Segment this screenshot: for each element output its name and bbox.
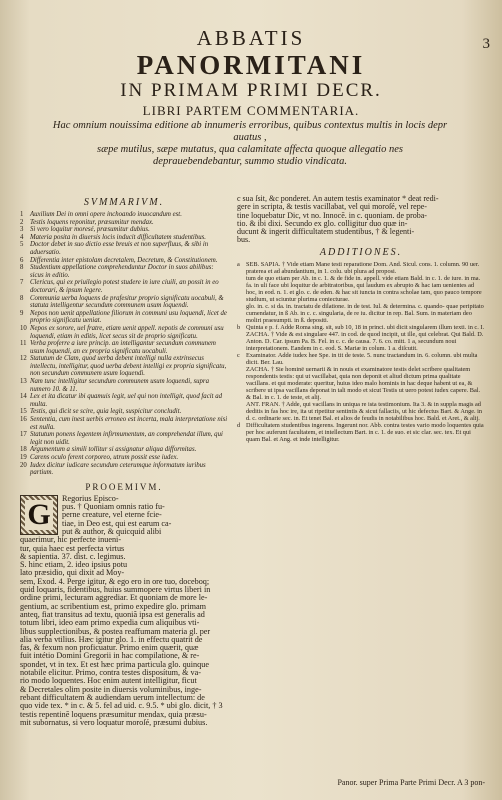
- additio-key: a: [237, 260, 240, 268]
- summarium-item: [20, 408, 228, 416]
- summarium-item: [20, 310, 228, 325]
- additio-text: tum de quo etiam per Ab. in c. 1. & de fide in. appell. vide etiam Bald. in c. 1. de iure. in ma. fa. in uli face ubi loquitur de arbitratoribus, qui laudum ex abrupto & hac iam uenientes ad hoc, in eod. n. 1. et glo. c. de eden. & hac sit iuncta in contra scholae tam, quo pauco tempore studium, ut sciuntur plurima coniecturae.: [246, 274, 482, 303]
- summarium-number: 20: [20, 461, 27, 469]
- summarium-text: Sententia, cum inest uerbis erroneo est incerta, mala interpretatione nisi est nulla.: [30, 416, 228, 431]
- additio-key: [237, 366, 246, 401]
- proemium-line: pus. † Quoniam omnis ratio fu-: [62, 502, 165, 512]
- summarium-item: [20, 234, 228, 242]
- summarium-item: [20, 355, 228, 378]
- proemium-line: gentium, ac scribentium est, primo expedire glo. primam: [20, 601, 206, 611]
- additio-item: [237, 401, 485, 422]
- summarium-text: Testis, qui dicit se scire, quia legit, suspicitur concludit.: [30, 408, 182, 416]
- title-line-4: LIBRI PARTEM COMMENTARIA.: [142, 103, 360, 118]
- summarium-text: Verba proferre a iure princip. an intelligantur secundum communem usum loquendi, an ex propria significatu uocabuli.: [30, 340, 216, 355]
- summarium-number: 6: [20, 256, 24, 264]
- drop-cap-letter: G: [27, 497, 51, 531]
- commentary-line: bus.: [237, 235, 251, 245]
- summarium-item: [20, 378, 228, 393]
- summarium-number: 18: [20, 446, 27, 454]
- summarium-item: [20, 241, 228, 256]
- additio-text: Quinta e p. f. Adde Roma sing. sit, sub 10, 18 in princi. ubi dicit singularem illum texti. in c. I.: [246, 323, 485, 331]
- summarium-item: [20, 446, 228, 454]
- summarium-text: Auxilium Dei in omni opere inchoando inuocandum est.: [30, 211, 182, 218]
- summarium-number: 7: [20, 279, 24, 287]
- additio-item: [237, 422, 485, 443]
- summarium-item: [20, 295, 228, 310]
- proemium-line: quaerimur, hic perfecte inueni-: [20, 535, 122, 545]
- additio-text: Difficultatem studentibus ingerens. Ingerunt nor. Abb. contra testes vario modo loquentes quia per hoc auferunt facultatem, et intellectum Bart. in c. 1. de suo. et sic clar. sec. tex. Et qui quam Bal. et Ang. et inde intelligitur.: [246, 421, 484, 443]
- summarium-item: [20, 226, 228, 234]
- edition-note-line: Hac omnium nouissima editione ab innumeris erroribus, quibus contextus multis in locis depr auatus ,: [52, 120, 448, 143]
- additio-text: ANT. FRAN. † Adde, qui vacillans in uniqua re ista testimonium. Ita 3. & in suppla magis ad deditis in fas hoc ire, ita ut ripetitur sentintis & sicut fallaciis, ut hic defectus Bart. & Ange. in d. c. ordinarie sec. in. Et tenet Bal. et alios de feudis in notabilibus hoc. Bald. et Aret., & alij.: [246, 400, 483, 422]
- additio-text: ZACHA. † Sie hominē uernarii & in nouis et examinatore testis delet scribere qualitatem respondentis testis: qui ut vacillabat, quia non deponit et aliud dictum prima qualitate vacillans. et qui moderate: queritur, huius ideo malo hominis in hac deque habent ut ea, & scribere ut ipsa vacillans deponat in tali modo et sicut Testis ut uero potest iudex capere. Bal. & Bal. in c. 1. de teste, et alij.: [246, 365, 481, 401]
- proemium-line: fas, & fexum non proficuatur. Primo enim quærit, quæ: [20, 643, 199, 653]
- summarium-text: Iudex dicitur iudicare secundum ceterumque informatum iuribus partium.: [30, 461, 206, 477]
- summarium-number: 19: [20, 454, 27, 461]
- additio-text: ZACHA. † Vide & est singulare 447. in cod. de quod incipit, ut ille, qui celebrat. Qui Bald. D. Anton. D. Car. ipsum Pa. B. Fel. in c. c. de causa. 7. 6. co. mitt. 1 a, secundum noui interpretationem. Eandem in c. eod. S. Mariæ in colum. 1 a. diſcutit.: [246, 330, 484, 352]
- additio-key: [237, 303, 246, 324]
- summarium-text: Studentium appellatione comprehenduntur Doctor in suos abilibus: sicus in editio.: [30, 264, 214, 279]
- summarium-text: Nepos ex sorore, uel fratre, etiam uenit appell. nepotis de communi usu loquendi, etiam in editis, licet secus sit de proprio significatu.: [30, 324, 224, 340]
- summarium-item: [20, 393, 228, 408]
- commentary-line: tine loquebatur Dic, vt no. Innocē. in c. quoniam. de proba-: [237, 210, 427, 220]
- summarium-number: 13: [20, 378, 27, 386]
- additio-text: SEB. SAPIA. † Vide etiam Mane testi reparatione Dom. And. Sicul. cons. 1. column. 90 uer. praterea et ad abundantium, in 1. colu. ubi plura ad proposi.: [246, 260, 480, 275]
- title-line-3: IN PRIMAM PRIMI DECR.: [120, 80, 382, 101]
- proemium-line: testis repentinē loquens præsumitur mendax, quia præsu-: [20, 709, 207, 719]
- proemium-line: notabile elicitur. Primo, contra testes disposítum, & va-: [20, 668, 202, 678]
- summarium-number: 11: [20, 340, 27, 348]
- proemium-line: quo vide tex. * in c. & 5. fel ad uid. c. 9.5. * ubi glo. dicit, † 3: [20, 701, 223, 711]
- summarium-number: 10: [20, 324, 27, 332]
- proemium-line: Regorius Episco-: [62, 493, 119, 503]
- proemium-title: PROOEMIVM.: [85, 481, 163, 492]
- edition-note: [50, 120, 450, 168]
- summarium-text: Clericus, qui ex priuilegio potest studere in iure ciuili, an possit in eo doctorari, & ipsum legere.: [30, 279, 219, 294]
- summarium-text: Nepos non uenit appellatione filiorum in communi usu loquendi, licet de proprio significatu ueniat.: [30, 309, 227, 325]
- additio-item: [237, 275, 485, 303]
- proemium-line: tiae, in Deo est, qui est earum ca-: [62, 518, 172, 528]
- summarium-item: [20, 431, 228, 446]
- drop-cap: [20, 495, 58, 535]
- summarium-text: Communia uerba loquens de prafesitur proprio significatu uocabuli, & statuta intelligentur secundum communem usum loquendi.: [30, 294, 224, 310]
- proemium-line: rebant difficultatem & audiendam uerum intellectum: de: [20, 692, 205, 702]
- summarium-number: 5: [20, 241, 24, 249]
- summarium-number: 2: [20, 218, 24, 226]
- proemium-line: put & author, & quicquid alibi: [62, 526, 162, 536]
- summarium-item: [20, 454, 228, 462]
- additio-item: [237, 261, 485, 275]
- catchword-line: Panor. super Prima Parte Primi Decr. A 3 pon-: [337, 778, 485, 787]
- summarium-item: [20, 264, 228, 279]
- summarium-item: [20, 340, 228, 355]
- proemium-line: rio modo loquentes. Hoc enim autent intelligitur, ficut: [20, 676, 197, 686]
- summarium-number: 17: [20, 431, 27, 439]
- proemium-line: totum libri, ideo eam primo expedia cum aliquibus vti-: [20, 618, 200, 628]
- additio-item: [237, 331, 485, 352]
- title-line-2: PANORMITANI: [136, 50, 366, 80]
- additio-text: glo. in. c. si da. in. tractatu de dilatione. in de test. Iul. & determina. c. quando- quae peripitato cumendatur, in ß Ab. in c. c. singularia, de re iu. dicitur in rep. Bal. Sum. in materiam deo moliri praesumpti. in ß. depositi.: [246, 302, 484, 324]
- summarium-item: [20, 416, 228, 431]
- folio-number: 3: [482, 36, 490, 52]
- additio-key: d: [237, 421, 241, 429]
- summarium-text: Si vero loquitur moresé, præsumitur dubius.: [30, 226, 150, 234]
- proemium-line: tur, quia haec est perfecta virtus: [20, 543, 125, 553]
- summarium-text: Statutum ponens legentem infirmumentum, an comprehendat illum, qui legit non uidit.: [30, 431, 223, 446]
- summarium-number: 15: [20, 408, 27, 416]
- proemium-line: & Decretales olim posite in diuersis voluminibus, inge-: [20, 684, 202, 694]
- summarium-text: Statutum de Clam, quod uerba debent intelligi nulla extrinsecus intellectu, intelligitur, quod uerba debent intelligi ex propria significatu, non secundum communem usum loquendi.: [30, 355, 227, 378]
- summarium-number: 8: [20, 294, 24, 302]
- summarium-item: [20, 462, 228, 477]
- right-column: [237, 195, 485, 443]
- proemium-line: perne creature, vel eterne fcie-: [62, 510, 162, 520]
- title-line-1: ABBATIS: [196, 26, 306, 50]
- summarium-number: 14: [20, 393, 27, 401]
- summarium-number: 3: [20, 226, 24, 234]
- edition-note-line: sæpe mutilus, sæpe mutatus, qua calamitate affecta quoque allegatio nes: [97, 144, 403, 155]
- proemium-line: spondet, vt in tex. Et est hæc prima particula glo. quinque: [20, 659, 209, 669]
- summarium-item: [20, 279, 228, 294]
- additio-text: Examinator. Adde iudex hee Spe. in tit de teste. 5. nunc tractandum in. 6. column. ubi multa dicit. Ber. Lau.: [246, 351, 478, 366]
- proemium-line: & sapientia. 37. dist. c. legimus.: [20, 551, 126, 561]
- summarium-number: 1: [20, 211, 24, 218]
- additio-key: b: [237, 323, 241, 331]
- summarium-number: 16: [20, 416, 27, 424]
- additiones-title: ADDITIONES.: [319, 246, 403, 258]
- commentary-line: tio. & ibi dixi. Secundo ex glo. colligitur duo quæ in-: [237, 218, 408, 228]
- summarium-number: 12: [20, 355, 27, 363]
- proemium-line: ordine primi, lecturam aggrediar. Et quoniam de more le-: [20, 593, 208, 603]
- additio-key: [237, 331, 246, 352]
- additio-key: c: [237, 351, 240, 359]
- summarium-list: [20, 211, 228, 477]
- additio-item: [237, 352, 485, 366]
- proemium-line: quid loquaris, fidentibus, huius summopere virtus liberi in: [20, 585, 211, 595]
- summarium-item: [20, 257, 228, 265]
- summarium-number: 8: [20, 264, 24, 272]
- summarium-text: Lex et ita dicatur ibi quamuis legit, uel qui non intelligit, quod facit ad multa.: [30, 393, 222, 408]
- additiones-list: [237, 261, 485, 443]
- summarium-title: SVMMARIVM.: [83, 197, 165, 208]
- summarium-text: Carens oculo ferent corporeo, utrum possit esse iudex.: [30, 454, 179, 461]
- summarium-number: 4: [20, 233, 24, 241]
- additio-item: [237, 324, 485, 331]
- summarium-text: Differentia inter epistolam decretalem, Decretum, & Constitutionem.: [30, 256, 218, 264]
- summarium-text: Testis loquens reponitur, præsumitur mendax.: [30, 218, 154, 226]
- commentary-line: c sua ſsit, &c ponderet. An autem testis examinator * deat redi-: [237, 194, 439, 203]
- summarium-item: [20, 219, 228, 227]
- additio-key: [237, 275, 246, 303]
- proemium-line: lato præsidio, qui dixit ad Moy-: [20, 568, 125, 578]
- summarium-number: 9: [20, 309, 24, 317]
- left-column: [20, 195, 228, 727]
- summarium-text: Nam tunc intelligitur secundum communem usum loquendi, supra numero 10. & 11.: [30, 378, 209, 393]
- proemium-line: fuit intétio Domini Gregorii in hac compilatione, & re-: [20, 651, 200, 661]
- commentary-continuation: [237, 195, 485, 245]
- proemium-line: libus supplectionibus, & postea reaffumam materia gl. per: [20, 626, 211, 636]
- summarium-text: Doctor debet in suo dictio esse breuis et non superfluus, & sibi in aduersatio.: [30, 241, 209, 256]
- additio-item: [237, 303, 485, 324]
- commentary-line: gere in scripta, & testis vacillabat, vel qui moroſé, vel repe-: [237, 202, 427, 212]
- summarium-item: [20, 325, 228, 340]
- commentary-line: ducunt & ingerit difficultatem studentibus, † & legenti-: [237, 227, 415, 237]
- additio-item: [237, 366, 485, 401]
- summarium-item: [20, 211, 228, 219]
- additio-key: [237, 401, 246, 422]
- summarium-text: Materia posita in diuersis locis inducit difficultatem studentibus.: [30, 233, 206, 241]
- proemium-line: anteq, fiat transitus ad textu, quoniã ipsa est generalis ad: [20, 609, 205, 619]
- edition-note-line: deprauebendebantur, summo studio vindicata.: [153, 156, 347, 167]
- proemium-line: S. hinc etiam, 2. ideo ipsius potu: [20, 560, 128, 570]
- proemium-line: sem, Exod. 4. Perge igitur, & ego ero in ore tuo, doceboq;: [20, 576, 210, 586]
- proemium-line: mit subornatus, si vero loquatur moroſé, præsumi dubius.: [20, 717, 208, 727]
- proemium-line: alia verba vtilius. Hæc igitur glo. 1. in effectu quatrit de: [20, 634, 203, 644]
- summarium-text: Argumentum a simili tollitur si assignatur aliqua difformitas.: [30, 446, 197, 454]
